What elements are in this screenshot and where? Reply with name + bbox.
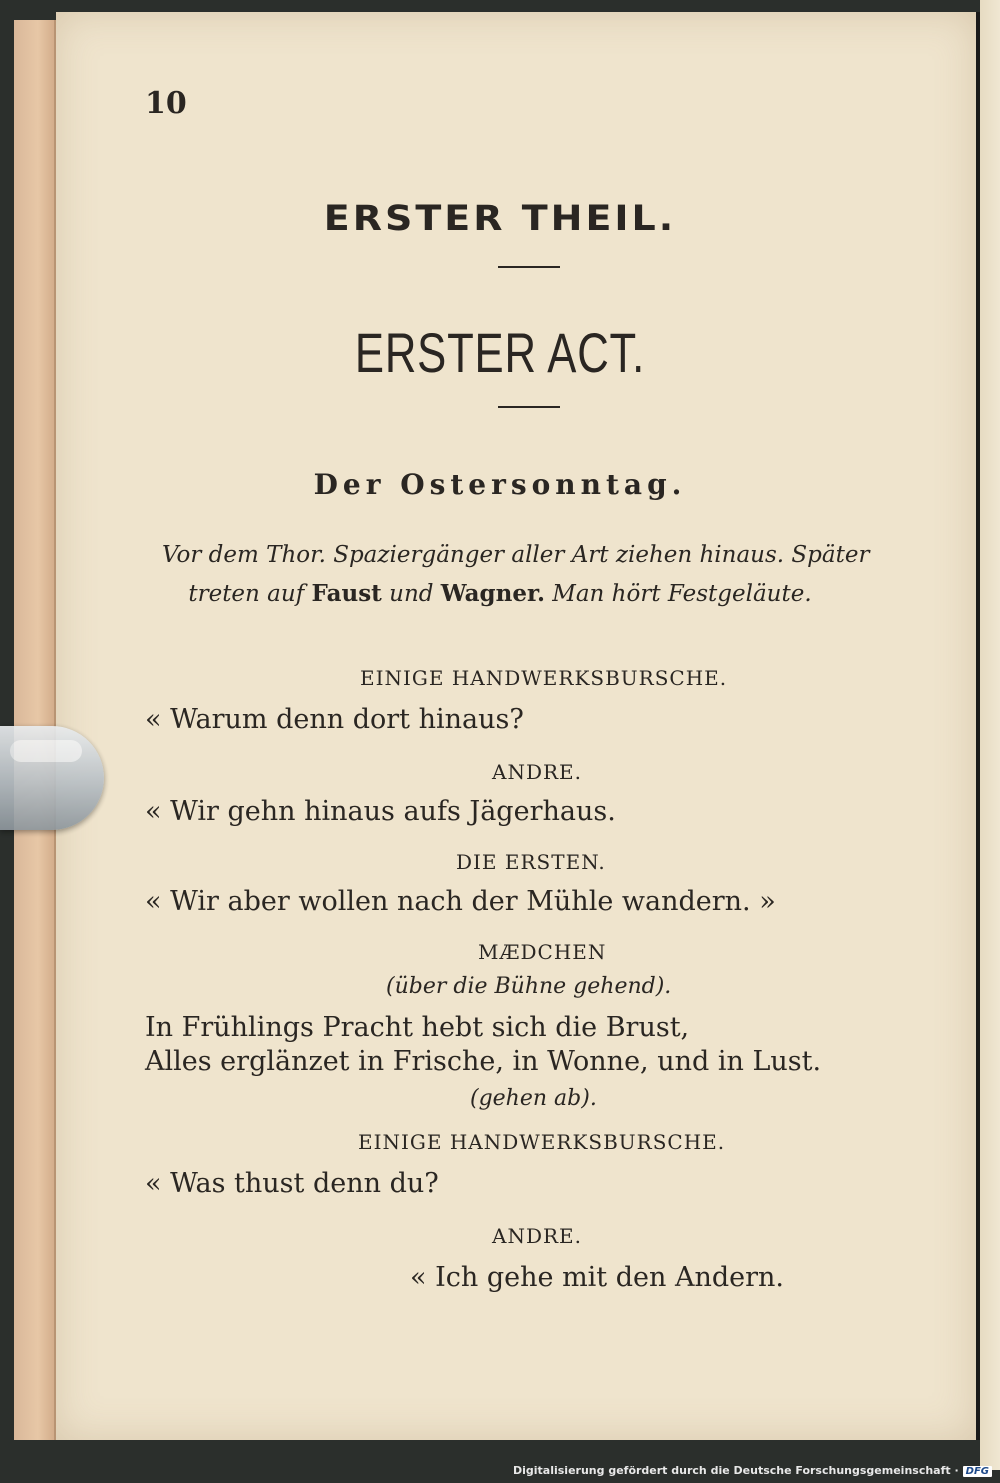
speaker-name: ANDRE.	[492, 760, 582, 784]
credit-text: Digitalisierung gefördert durch die Deutsche Forschungsgemeinschaft ·	[512, 1464, 959, 1477]
act-title: ERSTER ACT.	[354, 321, 646, 384]
stage-direction: (über die Bühne gehend).	[386, 974, 672, 999]
speaker-name: MÆDCHEN	[478, 940, 607, 964]
stage-direction-text: Vor dem Thor. Spaziergänger aller Art ziehen hinaus. Später	[162, 542, 870, 568]
dfg-logo: DFG	[963, 1466, 992, 1477]
part-title: ERSTER THEIL.	[323, 197, 677, 239]
divider-rule-1	[498, 266, 560, 268]
verse-line: In Frühlings Pracht hebt sich die Brust,	[145, 1012, 690, 1043]
divider-rule-2	[498, 406, 560, 408]
speaker-name: DIE ERSTEN.	[456, 850, 606, 874]
stage-direction-text: Man hört Festgeläute.	[552, 581, 812, 607]
stage-direction-text: treten auf	[188, 581, 305, 607]
character-name-wagner: Wagner.	[440, 580, 545, 607]
verse-line: « Was thust denn du?	[145, 1168, 439, 1199]
character-name-faust: Faust	[311, 580, 382, 607]
stage-direction: (gehen ab).	[470, 1086, 597, 1111]
page-number: 10	[145, 86, 187, 121]
stage-direction-line-2	[0, 580, 1000, 607]
speaker-name: EINIGE HANDWERKSBURSCHE.	[358, 1130, 726, 1154]
verse-line: « Ich gehe mit den Andern.	[410, 1262, 785, 1293]
verse-line: « Wir aber wollen nach der Mühle wandern. »	[145, 886, 776, 917]
speaker-name: EINIGE HANDWERKSBURSCHE.	[360, 666, 728, 690]
verse-line: « Wir gehn hinaus aufs Jägerhaus.	[145, 796, 616, 827]
page-clip	[0, 726, 104, 830]
verse-line: Alles erglänzet in Frische, in Wonne, und in Lust.	[145, 1046, 822, 1077]
speaker-name: ANDRE.	[492, 1224, 582, 1248]
scene-title: Der Ostersonntag.	[313, 468, 687, 501]
digitization-credit	[513, 1464, 992, 1477]
stage-direction-line-1	[162, 542, 869, 568]
stage-direction-text: und	[389, 581, 434, 607]
verse-line: « Warum denn dort hinaus?	[145, 704, 524, 735]
